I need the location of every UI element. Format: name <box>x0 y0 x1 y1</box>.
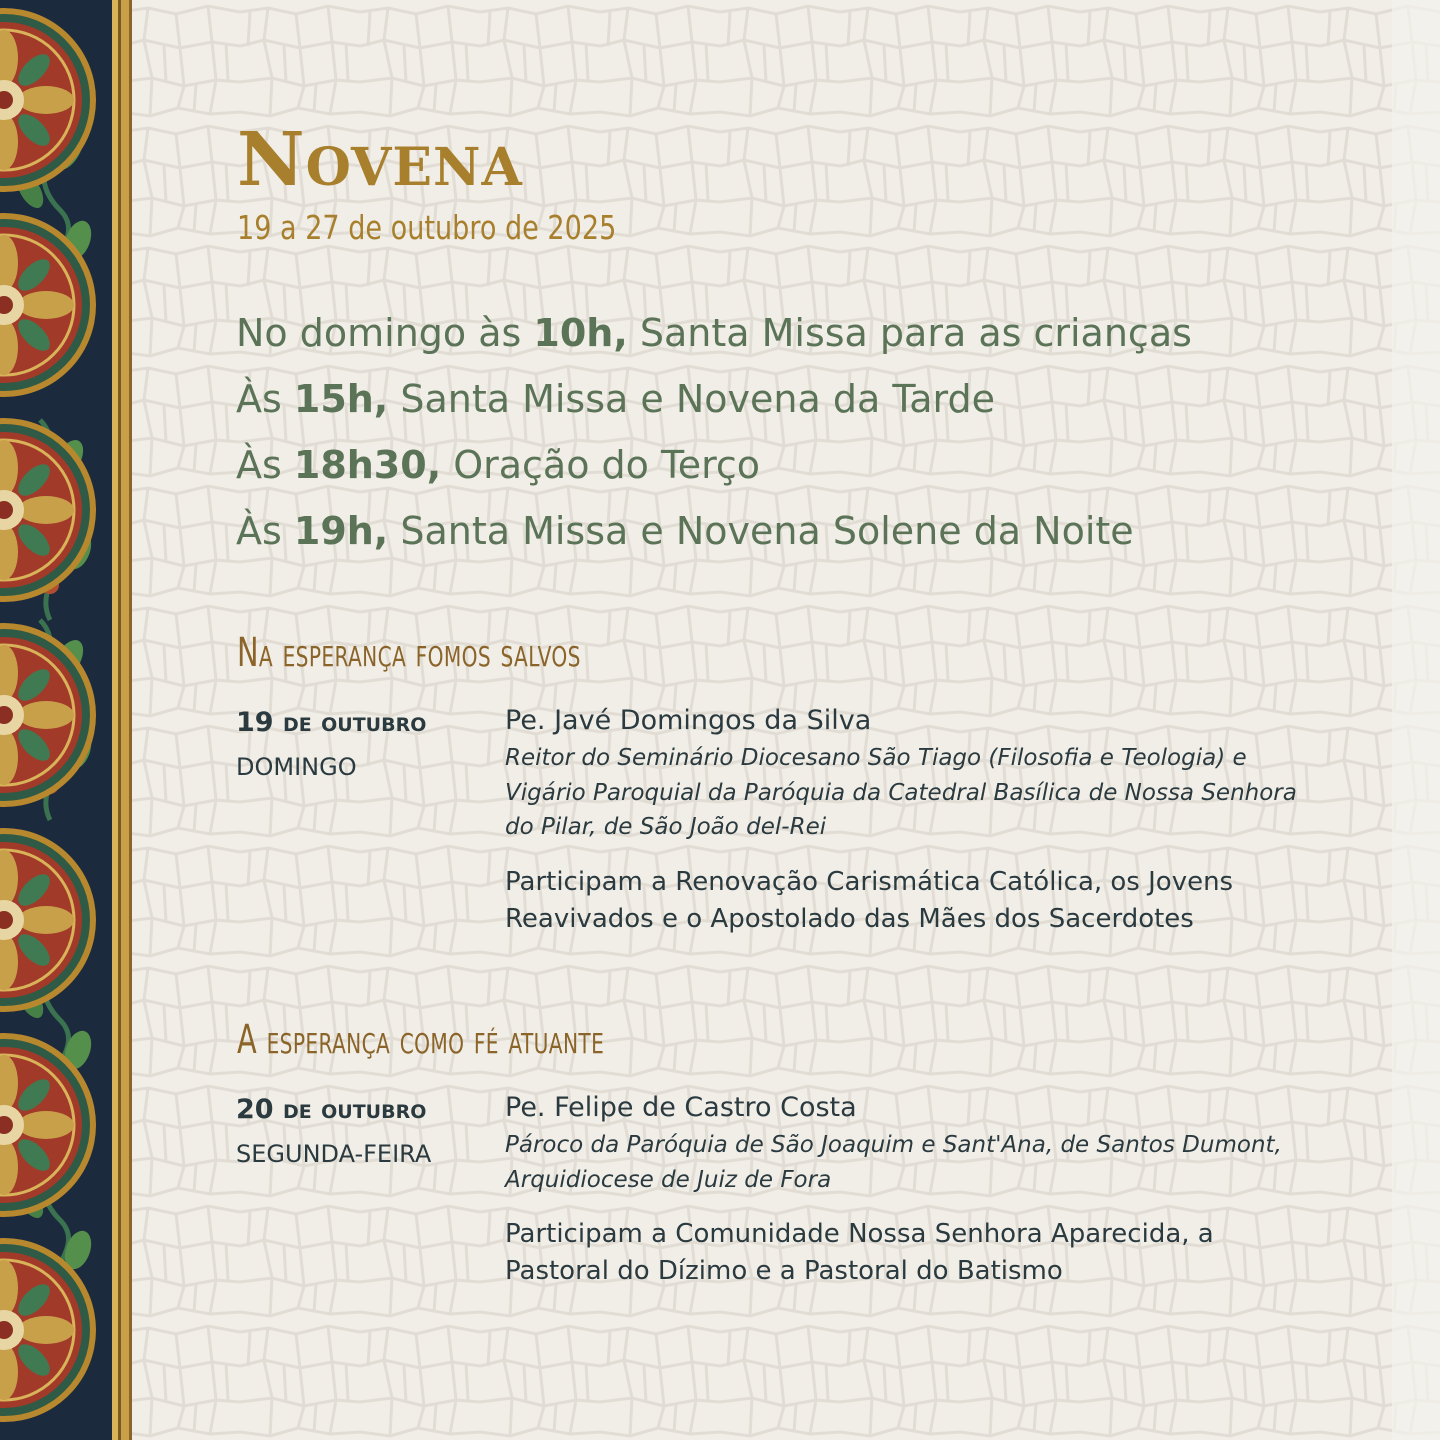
mass-schedule <box>236 300 1316 564</box>
schedule-time: 10h, <box>533 311 628 355</box>
schedule-line <box>236 432 1316 498</box>
celebrant-role: Pároco da Paróquia de São Joaquim e Sant'Ana, de Santos Dumont, Arquidiocese de Juiz de Fora <box>505 1132 1282 1193</box>
day-weekday: DOMINGO <box>236 753 357 781</box>
schedule-text: Às <box>236 509 294 553</box>
schedule-line <box>236 498 1316 564</box>
schedule-text: Oração do Terço <box>441 443 761 487</box>
celebrant-role: Reitor do Seminário Diocesano São Tiago (Filosofia e Teologia) e Vigário Paroquial da Paróquia da Catedral Basílica de Nossa Senhora do Pilar, de São João del-Rei <box>505 745 1297 840</box>
schedule-text: Santa Missa para as crianças <box>627 311 1192 355</box>
participants-text: Participam a Renovação Carismática Católica, os Jovens Reavivados e o Apostolado das Mães dos Sacerdotes <box>505 867 1234 934</box>
participants-text: Participam a Comunidade Nossa Senhora Aparecida, a Pastoral do Dízimo e a Pastoral do Batismo <box>505 1219 1214 1286</box>
schedule-text: Às <box>236 443 294 487</box>
schedule-line <box>236 366 1316 432</box>
schedule-text: Às <box>236 377 294 421</box>
celebrant-name: Pe. Javé Domingos da Silva <box>505 705 872 736</box>
day-date: 19 de outubro <box>236 707 427 738</box>
schedule-text: No domingo às <box>236 311 534 355</box>
schedule-text: Santa Missa e Novena da Tarde <box>388 377 995 421</box>
schedule-time: 18h30, <box>293 443 442 487</box>
celebrant-name: Pe. Felipe de Castro Costa <box>505 1092 857 1123</box>
page-title: Novena <box>237 117 523 203</box>
novena-dates: 19 a 27 de outubro de 2025 <box>237 208 617 247</box>
day-theme-heading: Na esperança fomos salvos <box>237 630 581 676</box>
schedule-text: Santa Missa e Novena Solene da Noite <box>388 509 1134 553</box>
day-theme-heading: A esperança como fé atuante <box>237 1017 605 1063</box>
schedule-line <box>236 300 1316 366</box>
day-weekday: SEGUNDA-FEIRA <box>236 1140 432 1168</box>
day-date: 20 de outubro <box>236 1094 427 1125</box>
schedule-time: 15h, <box>293 377 389 421</box>
schedule-time: 19h, <box>293 509 389 553</box>
